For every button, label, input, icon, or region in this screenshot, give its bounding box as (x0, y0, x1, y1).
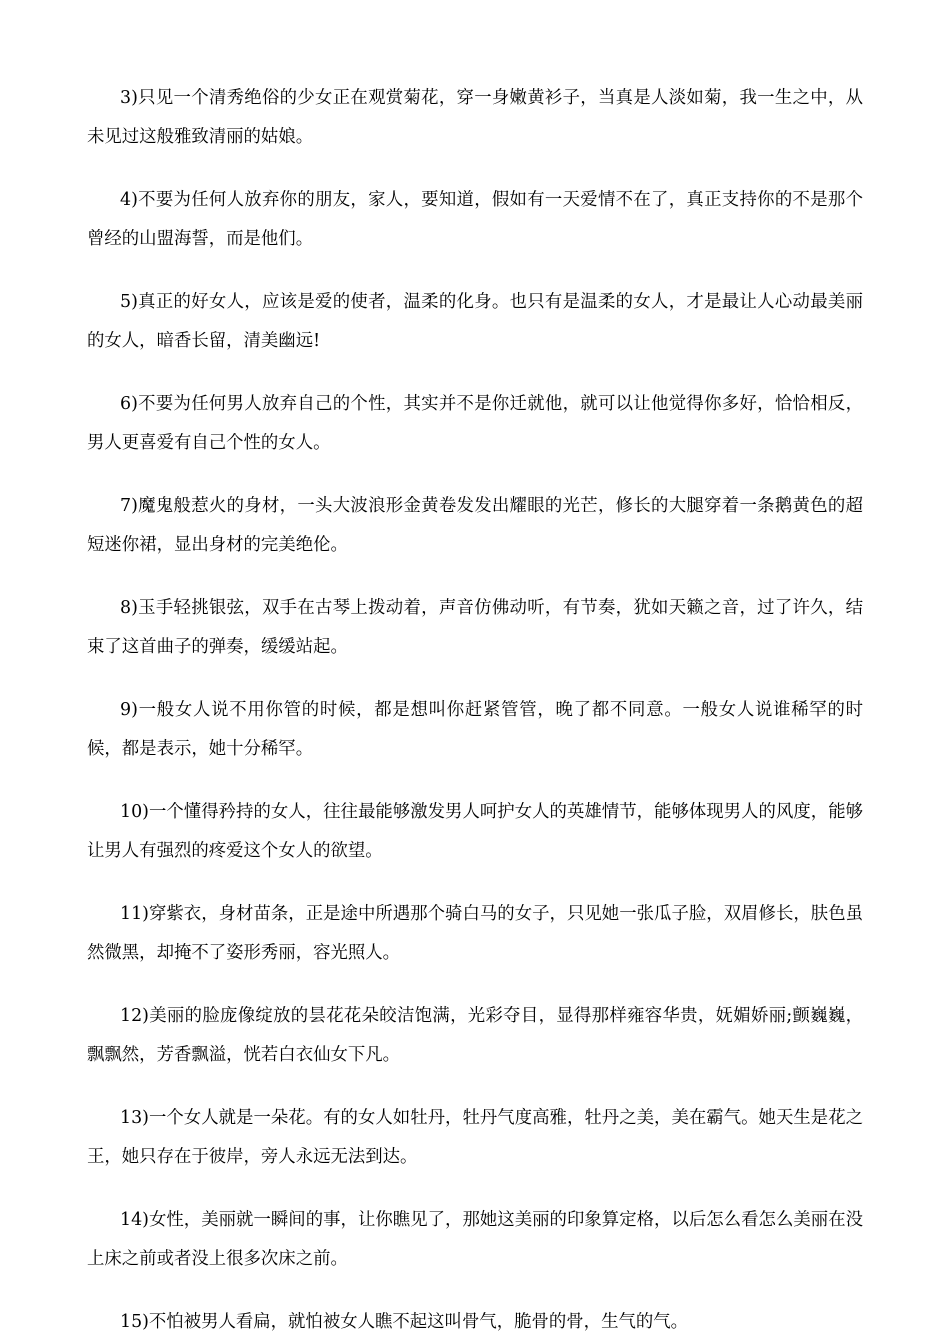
paragraph-11: 11)穿紫衣，身材苗条，正是途中所遇那个骑白马的女子，只见她一张瓜子脸，双眉修长，肤色虽然微黑，却掩不了姿形秀丽，容光照人。 (87, 904, 863, 963)
paragraph-13: 13)一个女人就是一朵花。有的女人如牡丹，牡丹气度高雅，牡丹之美，美在霸气。她天生是花之王，她只存在于彼岸，旁人永远无法到达。 (87, 1108, 863, 1167)
paragraph-8: 8)玉手轻挑银弦，双手在古琴上拨动着，声音仿佛动听，有节奏，犹如天籁之音，过了许久，结束了这首曲子的弹奏，缓缓站起。 (87, 598, 863, 657)
paragraph-14: 14)女性，美丽就一瞬间的事，让你瞧见了，那她这美丽的印象算定格，以后怎么看怎么美丽在没上床之前或者没上很多次床之前。 (87, 1210, 863, 1269)
paragraph-4: 4)不要为任何人放弃你的朋友，家人，要知道，假如有一天爱情不在了，真正支持你的不是那个曾经的山盟海誓，而是他们。 (87, 190, 863, 249)
paragraph-12: 12)美丽的脸庞像绽放的昙花花朵皎洁饱满，光彩夺目，显得那样雍容华贵，妩媚娇丽;颤巍巍，飘飘然，芳香飘溢，恍若白衣仙女下凡。 (87, 1006, 863, 1065)
paragraph-9: 9)一般女人说不用你管的时候，都是想叫你赶紧管管，晚了都不同意。一般女人说谁稀罕的时候，都是表示，她十分稀罕。 (87, 700, 863, 759)
paragraph-6: 6)不要为任何男人放弃自己的个性，其实并不是你迁就他，就可以让他觉得你多好，恰恰相反，男人更喜爱有自己个性的女人。 (87, 394, 863, 453)
paragraph-15: 15)不怕被男人看扁，就怕被女人瞧不起这叫骨气，脆骨的骨，生气的气。 (120, 1312, 689, 1332)
paragraph-3: 3)只见一个清秀绝俗的少女正在观赏菊花，穿一身嫩黄衫子，当真是人淡如菊，我一生之中，从未见过这般雅致清丽的姑娘。 (87, 88, 863, 147)
paragraph-5: 5)真正的好女人，应该是爱的使者，温柔的化身。也只有是温柔的女人，才是最让人心动最美丽的女人，暗香长留，清美幽远! (87, 292, 863, 351)
paragraph-10: 10)一个懂得矜持的女人，往往最能够激发男人呵护女人的英雄情节，能够体现男人的风度，能够让男人有强烈的疼爱这个女人的欲望。 (87, 802, 863, 861)
paragraph-7: 7)魔鬼般惹火的身材，一头大波浪形金黄卷发发出耀眼的光芒，修长的大腿穿着一条鹅黄色的超短迷你裙，显出身材的完美绝伦。 (87, 496, 863, 555)
